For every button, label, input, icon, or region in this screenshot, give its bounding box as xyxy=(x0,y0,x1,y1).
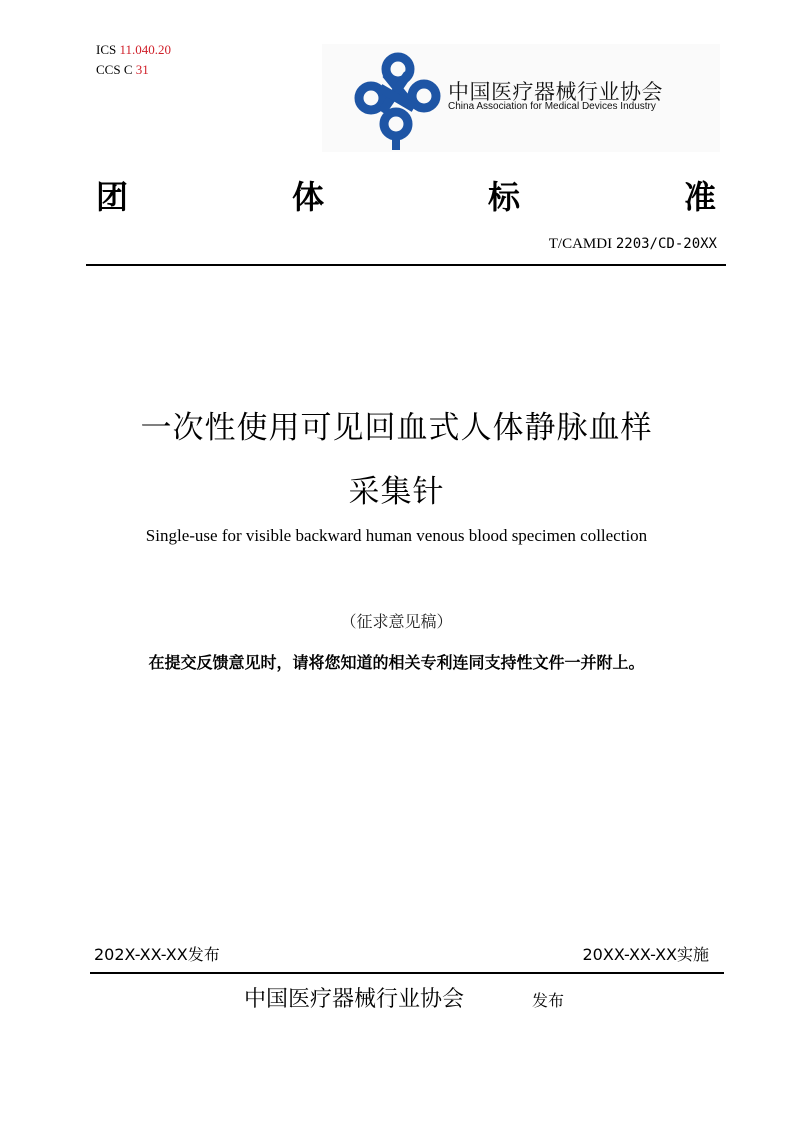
ics-label: ICS xyxy=(96,42,117,57)
logo-name-en: China Association for Medical Devices Industry xyxy=(448,101,656,112)
standard-type-heading xyxy=(96,172,716,218)
ics-code xyxy=(96,40,171,60)
header-divider xyxy=(86,264,726,266)
standard-type-char: 准 xyxy=(683,178,716,216)
draft-label: （征求意见稿） xyxy=(340,614,453,631)
footer-divider xyxy=(90,972,724,974)
document-title-line1: 一次性使用可见回血式人体静脉血样 xyxy=(140,410,653,446)
ccs-value: 31 xyxy=(135,62,149,77)
document-title-en: Single-use for visible backward human venous blood specimen collection xyxy=(145,526,648,545)
publisher-name: 中国医疗器械行业协会 xyxy=(244,987,465,1012)
ccs-label: CCS C xyxy=(96,62,133,77)
standard-code-prefix: T/CAMDI xyxy=(548,236,613,252)
logo-name-cn: 中国医疗器械行业协会 xyxy=(448,80,663,104)
standard-type-char: 标 xyxy=(487,178,520,216)
implement-date: 20XX-XX-XX实施 xyxy=(582,945,709,964)
classification-codes xyxy=(96,40,171,80)
patent-notice: 在提交反馈意见时，请将您知道的相关专利连同支持性文件一并附上。 xyxy=(148,653,645,672)
publish-date: 202X-XX-XX发布 xyxy=(94,945,220,964)
standard-code-number: 2203/CD-20XX xyxy=(615,236,717,252)
ccs-code xyxy=(96,60,171,80)
ics-value: 11.040.20 xyxy=(119,42,172,57)
standard-type-char: 体 xyxy=(291,178,324,216)
publish-label: 发布 xyxy=(532,991,565,1010)
standard-number xyxy=(549,236,717,253)
document-title-line2: 采集针 xyxy=(348,474,445,510)
standard-type-char: 团 xyxy=(96,178,129,216)
camdi-knot-logo-icon xyxy=(352,50,444,150)
